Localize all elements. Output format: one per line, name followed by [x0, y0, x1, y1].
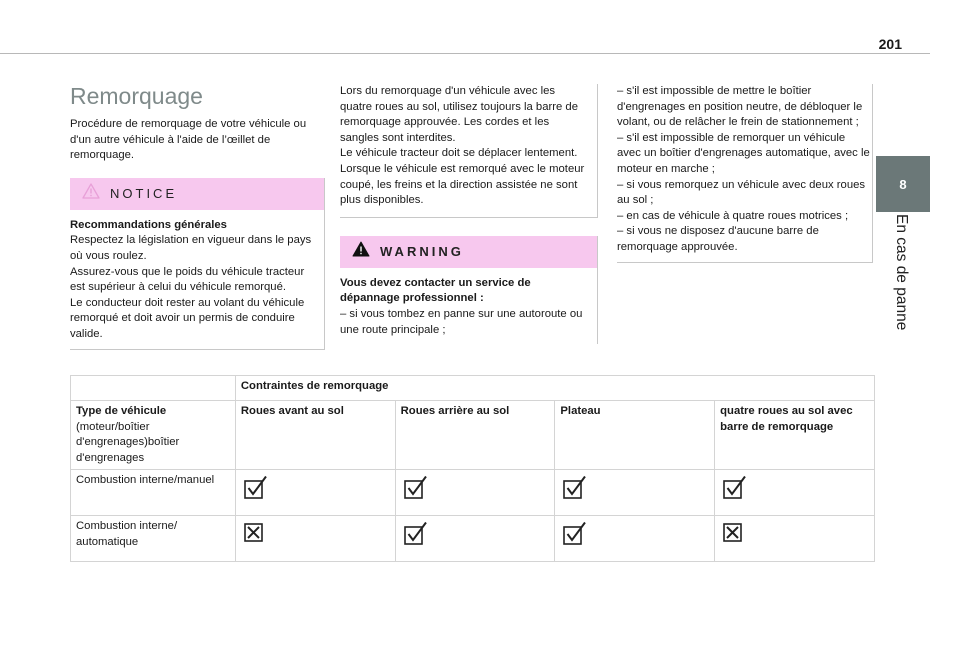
page-number: 201	[878, 36, 902, 52]
checkbox-checked-icon	[241, 475, 390, 499]
notice-line: Assurez-vous que le poids du véhicule tracteur est supérieur à celui du véhicule remorqué.	[70, 265, 305, 294]
column-header: quatre roues au sol avec barre de remorquage	[715, 401, 875, 470]
vehicle-type-header	[71, 401, 236, 470]
notice-body	[70, 210, 324, 349]
notice-line: Le conducteur doit rester au volant du véhicule remorqué et doit avoir un permis de conduire valide.	[70, 296, 305, 340]
value-cell	[395, 470, 555, 516]
list-item: – s'il est impossible de mettre le boîtier d'engrenages en position neutre, de débloquer le volant, ou de relâcher le frein de stationnement ;	[617, 85, 863, 129]
column-header: Plateau	[555, 401, 715, 470]
notice-subheading: Recommandations générales	[70, 218, 227, 231]
warning-line: – si vous tombez en panne sur une autoroute ou une route principale ;	[340, 307, 583, 336]
column-3	[617, 84, 873, 263]
column-header: Roues arrière au sol	[395, 401, 555, 470]
value-cell	[555, 516, 715, 562]
table-header-row	[71, 401, 875, 470]
top-rule	[0, 53, 930, 54]
notice-heading: NOTICE	[110, 185, 178, 201]
warning-triangle-icon	[352, 241, 370, 263]
table-group-header-row	[71, 376, 875, 401]
checkbox-crossed-icon	[241, 521, 390, 545]
section-title: Remorquage	[70, 83, 203, 109]
chapter-tab[interactable]	[876, 156, 930, 212]
vehicle-type-title: Type de véhicule	[76, 405, 167, 417]
column-1	[70, 82, 325, 350]
chapter-number: 8	[899, 176, 907, 192]
value-cell	[715, 470, 875, 516]
column-header: Roues avant au sol	[235, 401, 395, 470]
warning-subheading: Vous devez contacter un service de dépannage professionnel :	[340, 276, 531, 305]
column-2	[340, 84, 598, 344]
value-cell	[395, 516, 555, 562]
towing-paragraphs	[340, 84, 598, 218]
paragraph: Lors du remorquage d'un véhicule avec les quatre roues au sol, utilisez toujours la barre de remorquage approuvée. Les cordes et les sangles sont interdites.	[340, 85, 578, 144]
checkbox-checked-icon	[560, 475, 709, 499]
warning-header	[340, 236, 597, 268]
list-item: – en cas de véhicule à quatre roues motrices ;	[617, 209, 849, 222]
value-cell	[715, 516, 875, 562]
value-cell	[555, 470, 715, 516]
table-group-header: Contraintes de remorquage	[235, 376, 874, 401]
value-cell	[235, 516, 395, 562]
notice-triangle-icon	[82, 183, 100, 205]
checkbox-checked-icon	[720, 475, 869, 499]
table-row	[71, 516, 875, 562]
list-item: – si vous ne disposez d'aucune barre de remorquage approuvée.	[617, 225, 819, 253]
towing-constraints-table	[70, 375, 875, 562]
checkbox-checked-icon	[560, 521, 709, 545]
warning-continuation	[617, 84, 873, 263]
table-row	[71, 470, 875, 516]
intro-text: Procédure de remorquage de votre véhicule ou d'un autre véhicule à l'aide de l’œillet de remorquage.	[70, 118, 307, 162]
notice-header	[70, 178, 324, 210]
list-item: – s'il est impossible de remorquer un véhicule avec un boîtier d'engrenages automatique, avec le moteur en marche ;	[617, 131, 870, 175]
warning-body	[340, 268, 597, 344]
row-label: Combustion interne/manuel	[71, 470, 236, 516]
checkbox-checked-icon	[401, 475, 550, 499]
notice-line: Respectez la législation en vigueur dans le pays où vous roulez.	[70, 234, 312, 262]
paragraph: Le véhicule tracteur doit se déplacer lentement.	[340, 147, 578, 160]
paragraph: Lorsque le véhicule est remorqué avec le moteur coupé, les freins et la direction assistée ne sont plus disponibles.	[340, 162, 585, 207]
table-corner-cell	[71, 376, 236, 401]
notice-box	[70, 178, 325, 350]
chapter-label: En cas de panne	[893, 214, 910, 331]
checkbox-crossed-icon	[720, 521, 869, 545]
warning-box	[340, 236, 598, 344]
checkbox-checked-icon	[401, 521, 550, 545]
warning-heading: WARNING	[380, 243, 464, 259]
list-item: – si vous remorquez un véhicule avec deux roues au sol ;	[617, 178, 866, 207]
vehicle-type-subtitle: (moteur/boîtier d'engrenages)boîtier d'engrenages	[76, 420, 180, 464]
value-cell	[235, 470, 395, 516]
row-label: Combustion interne/ automatique	[71, 516, 236, 562]
